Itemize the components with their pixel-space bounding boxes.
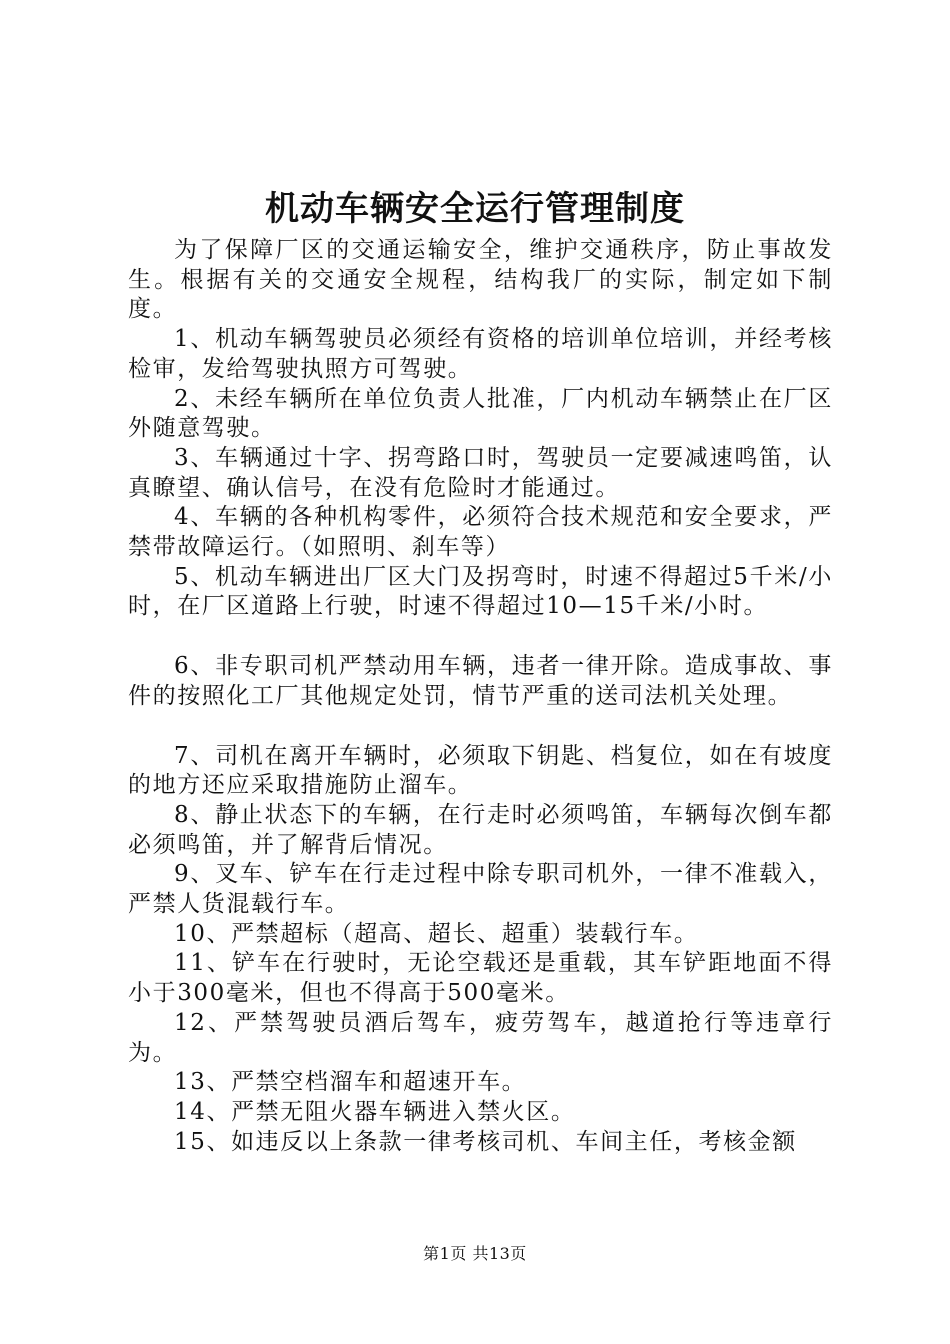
rule-paragraph-3: 3、车辆通过十字、拐弯路口时，驾驶员一定要减速鸣笛，认真瞭望、确认信号，在没有危险时才能通过。 bbox=[128, 444, 833, 501]
intro-paragraph: 为了保障厂区的交通运输安全，维护交通秩序，防止事故发生。根据有关的交通安全规程，结构我厂的实际，制定如下制度。 bbox=[128, 237, 833, 323]
rule-paragraph-1: 1、机动车辆驾驶员必须经有资格的培训单位培训，并经考核检审，发给驾驶执照方可驾驶。 bbox=[128, 326, 833, 382]
rule-paragraph-10: 10、严禁超标（超高、超长、超重）装载行车。 bbox=[174, 920, 699, 947]
rule-paragraph-6: 6、非专职司机严禁动用车辆，违者一律开除。造成事故、事件的按照化工厂其他规定处罚，情节严重的送司法机关处理。 bbox=[128, 653, 833, 709]
rule-paragraph-7: 7、司机在离开车辆时，必须取下钥匙、档复位，如在有坡度的地方还应采取措施防止溜车。 bbox=[128, 742, 833, 799]
rule-paragraph-13: 13、严禁空档溜车和超速开车。 bbox=[174, 1069, 527, 1096]
rule-paragraph-9: 9、叉车、铲车在行走过程中除专职司机外，一律不准载入，严禁人货混载行车。 bbox=[128, 861, 833, 918]
rule-paragraph-8: 8、静止状态下的车辆，在行走时必须鸣笛，车辆每次倒车都必须鸣笛，并了解背后情况。 bbox=[128, 801, 833, 858]
rule-paragraph-4: 4、车辆的各种机构零件，必须符合技术规范和安全要求，严禁带故障运行。（如照明、刹车等） bbox=[128, 504, 833, 561]
rule-paragraph-12: 12、严禁驾驶员酒后驾车，疲劳驾车，越道抢行等违章行为。 bbox=[128, 1009, 833, 1066]
rule-paragraph-5: 5、机动车辆进出厂区大门及拐弯时，时速不得超过5千米/小时，在厂区道路上行驶，时速不得超过10—15千米/小时。 bbox=[128, 563, 833, 620]
document-title: 机动车辆安全运行管理制度 bbox=[265, 189, 685, 229]
rule-paragraph-2: 2、未经车辆所在单位负责人批准，厂内机动车辆禁止在厂区外随意驾驶。 bbox=[128, 385, 833, 442]
rule-paragraph-15: 15、如违反以上条款一律考核司机、车间主任，考核金额 bbox=[174, 1128, 797, 1155]
document-body bbox=[128, 236, 833, 1157]
rule-paragraph-11: 11、铲车在行驶时，无论空载还是重载，其车铲距地面不得小于300毫米，但也不得高于500毫米。 bbox=[128, 950, 833, 1007]
rule-paragraph-14: 14、严禁无阻火器车辆进入禁火区。 bbox=[174, 1098, 576, 1125]
page-number-footer: 第1页 共13页 bbox=[423, 1244, 527, 1263]
